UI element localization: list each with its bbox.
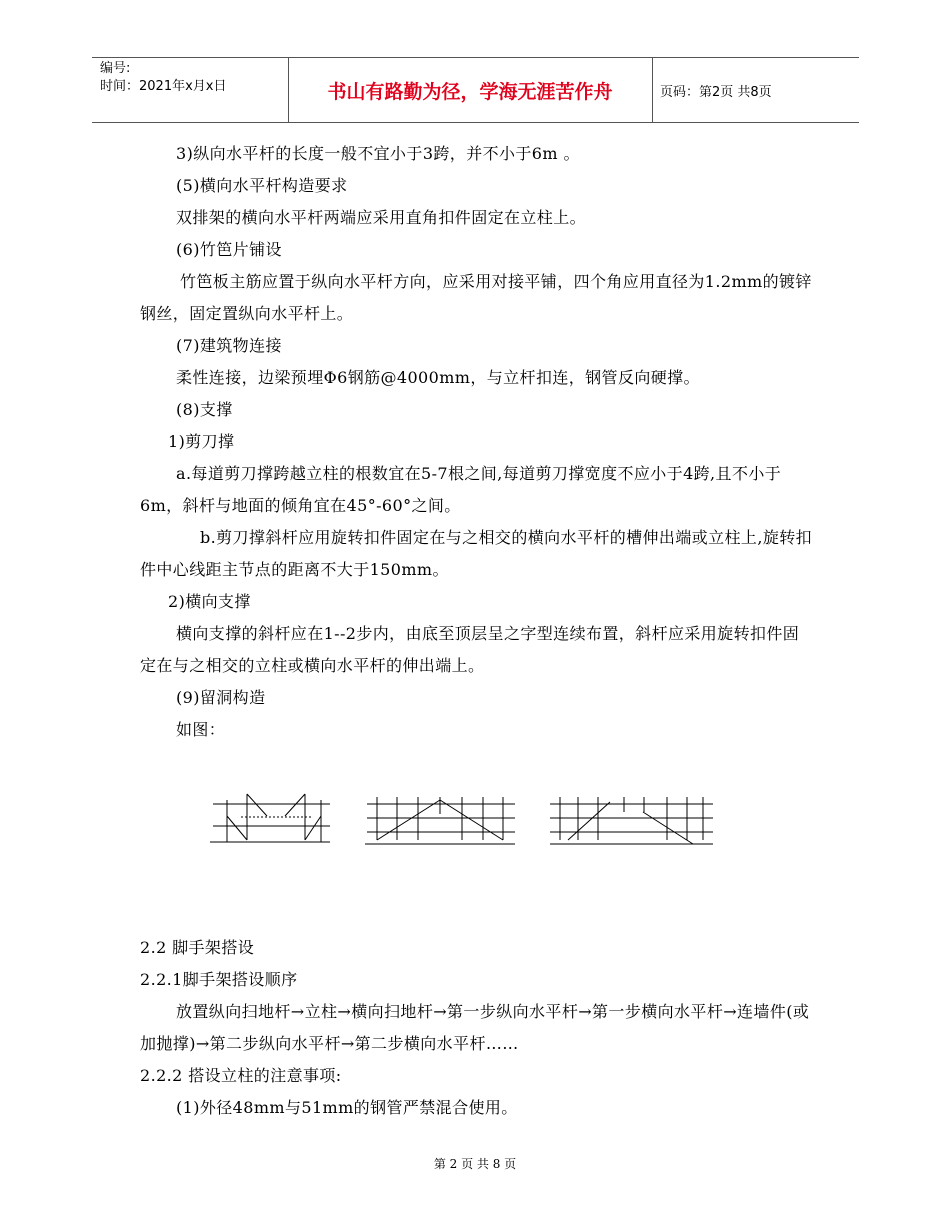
document-body-continued: [140, 932, 812, 1124]
section-heading: 2.2 脚手架搭设: [140, 938, 255, 957]
opening-diagram-1: [210, 794, 330, 842]
doc-number-label: 编号:: [100, 61, 131, 76]
opening-diagram-2: [365, 797, 515, 844]
header-meta: [100, 60, 226, 96]
paragraph: (1)外径48mm与51mm的钢管严禁混合使用。: [176, 1098, 518, 1117]
subheading: (6)竹笆片铺设: [176, 240, 282, 259]
doc-time-label: 时间：2021年x月x日: [100, 79, 227, 94]
header-motto: 书山有路勤为径，学海无涯苦作舟: [327, 80, 613, 103]
section-heading: 2.2.2 搭设立柱的注意事项:: [140, 1066, 342, 1085]
paragraph: 如图：: [176, 720, 226, 739]
document-body: [140, 138, 812, 746]
header-divider-right: [652, 58, 653, 122]
paragraph: 3)纵向水平杆的长度一般不宜小于3跨，并不小于6m 。: [176, 144, 580, 163]
page-header: [92, 57, 859, 123]
subheading: 2)横向支撑: [168, 592, 251, 611]
paragraph: 竹笆板主筋应置于纵向水平杆方向，应采用对接平铺，四个角应用直径为1.2mm的镀锌钢丝，固定置纵向水平杆上。: [140, 272, 812, 323]
subheading: (5)横向水平杆构造要求: [176, 176, 348, 195]
subheading: (8)支撑: [176, 400, 233, 419]
opening-diagram-3: [550, 797, 713, 844]
paragraph: b.剪刀撑斜杆应用旋转扣件固定在与之相交的横向水平杆的槽伸出端或立柱上,旋转扣件中心线距主节点的距离不大于150mm。: [140, 528, 813, 579]
paragraph: a.每道剪刀撑跨越立柱的根数宜在5-7根之间,每道剪刀撑宽度不应小于4跨,且不小于6m，斜杆与地面的倾角宜在45°-60°之间。: [140, 464, 782, 515]
paragraph: 横向支撑的斜杆应在1--2步内，由底至顶层呈之字型连续布置，斜杆应采用旋转扣件固定在与之相交的立柱或横向水平杆的伸出端上。: [140, 624, 800, 675]
paragraph: 柔性连接，边梁预埋Φ6钢筋@4000mm，与立杆扣连，钢管反向硬撑。: [176, 368, 700, 387]
subheading: (9)留洞构造: [176, 688, 266, 707]
subheading: (7)建筑物连接: [176, 336, 282, 355]
opening-structure-diagrams: [205, 792, 725, 852]
section-heading: 2.2.1脚手架搭设顺序: [140, 970, 298, 989]
subheading: 1)剪刀撑: [168, 432, 235, 451]
paragraph: 放置纵向扫地杆→立柱→横向扫地杆→第一步纵向水平杆→第一步横向水平杆→连墙件(或加抛撑)→第二步纵向水平杆→第二步横向水平杆……: [140, 1002, 810, 1053]
page-footer: 第 2 页 共 8 页: [433, 1157, 517, 1171]
header-page-code: 页码：第2页 共8页: [660, 84, 772, 100]
paragraph: 双排架的横向水平杆两端应采用直角扣件固定在立柱上。: [176, 208, 587, 227]
